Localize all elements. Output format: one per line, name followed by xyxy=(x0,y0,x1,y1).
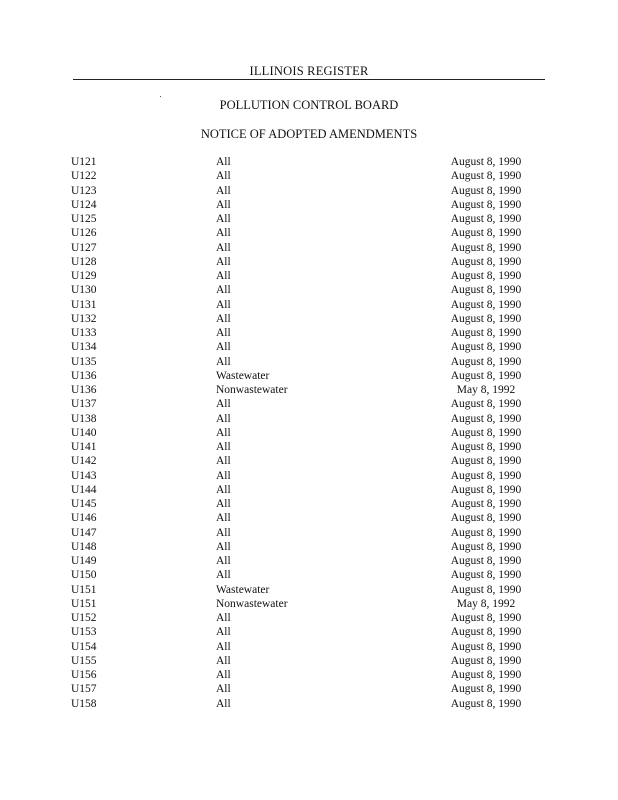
effective-date: August 8, 1990 xyxy=(450,540,522,553)
waste-code: U122 xyxy=(71,170,97,183)
table-row xyxy=(0,640,618,654)
table-row xyxy=(0,568,618,582)
effective-date: August 8, 1990 xyxy=(450,369,522,382)
waste-code: U158 xyxy=(71,697,97,710)
table-row xyxy=(0,440,618,454)
waste-scope: All xyxy=(216,412,231,425)
table-row xyxy=(0,269,618,283)
effective-date: May 8, 1992 xyxy=(456,597,516,610)
waste-scope: All xyxy=(216,441,231,453)
table-row xyxy=(0,625,618,639)
table-row xyxy=(0,412,618,426)
waste-code: U135 xyxy=(71,355,97,368)
notice-heading: NOTICE OF ADOPTED AMENDMENTS xyxy=(200,127,418,141)
waste-code: U121 xyxy=(71,156,97,168)
table-row xyxy=(0,511,618,525)
effective-date: August 8, 1990 xyxy=(450,355,522,368)
table-row xyxy=(0,426,618,440)
waste-code: U153 xyxy=(71,626,97,639)
waste-scope: All xyxy=(216,654,231,667)
waste-code: U124 xyxy=(71,198,97,211)
table-row xyxy=(0,611,618,625)
waste-scope: All xyxy=(216,284,231,297)
effective-date: August 8, 1990 xyxy=(450,255,522,268)
waste-scope: Wastewater xyxy=(216,583,270,596)
effective-date: August 8, 1990 xyxy=(450,526,522,539)
effective-date: May 8, 1992 xyxy=(456,384,516,396)
waste-scope: All xyxy=(216,683,231,696)
table-row xyxy=(0,682,618,696)
table-row xyxy=(0,155,618,169)
waste-scope: All xyxy=(216,540,231,553)
effective-date: August 8, 1990 xyxy=(450,170,522,183)
waste-scope: All xyxy=(216,569,231,582)
waste-scope: All xyxy=(216,697,231,710)
table-row xyxy=(0,169,618,183)
effective-date: August 8, 1990 xyxy=(450,156,522,168)
table-row xyxy=(0,697,618,711)
effective-date: August 8, 1990 xyxy=(450,198,522,211)
effective-date: August 8, 1990 xyxy=(450,341,522,354)
waste-code: U142 xyxy=(71,455,97,468)
table-row xyxy=(0,554,618,568)
waste-code: U123 xyxy=(71,184,97,197)
waste-code: U138 xyxy=(71,412,97,425)
waste-code: U154 xyxy=(71,640,97,653)
waste-scope: All xyxy=(216,483,231,496)
table-row xyxy=(0,340,618,354)
waste-scope: All xyxy=(216,526,231,539)
effective-date: August 8, 1990 xyxy=(450,241,522,254)
table-row xyxy=(0,184,618,198)
table-row xyxy=(0,497,618,511)
header-rule xyxy=(73,79,545,80)
waste-scope: All xyxy=(216,512,231,525)
table-row xyxy=(0,383,618,397)
waste-scope: All xyxy=(216,241,231,254)
table-row xyxy=(0,326,618,340)
waste-code: U155 xyxy=(71,654,97,667)
effective-date: August 8, 1990 xyxy=(450,583,522,596)
waste-scope: All xyxy=(216,626,231,639)
waste-code: U137 xyxy=(71,398,97,411)
effective-date: August 8, 1990 xyxy=(450,626,522,639)
register-title-text: ILLINOIS REGISTER xyxy=(246,64,371,78)
waste-code: U146 xyxy=(71,512,97,525)
waste-scope: All xyxy=(216,640,231,653)
table-row xyxy=(0,397,618,411)
agency-heading: POLLUTION CONTROL BOARD xyxy=(219,98,399,112)
register-title xyxy=(0,64,618,79)
effective-date: August 8, 1990 xyxy=(450,298,522,311)
scan-speck xyxy=(160,96,161,97)
waste-scope: All xyxy=(216,355,231,368)
table-row xyxy=(0,654,618,668)
effective-date: August 8, 1990 xyxy=(450,441,522,453)
waste-code: U130 xyxy=(71,284,97,297)
table-row xyxy=(0,540,618,554)
waste-scope: All xyxy=(216,255,231,268)
table-row xyxy=(0,226,618,240)
waste-scope: All xyxy=(216,198,231,211)
waste-code: U149 xyxy=(71,555,97,567)
waste-code: U152 xyxy=(71,612,97,624)
effective-date: August 8, 1990 xyxy=(450,284,522,297)
waste-code: U133 xyxy=(71,327,97,339)
effective-date: August 8, 1990 xyxy=(450,227,522,240)
waste-scope: All xyxy=(216,227,231,240)
effective-date: August 8, 1990 xyxy=(450,469,522,482)
waste-scope: All xyxy=(216,555,231,567)
waste-scope: All xyxy=(216,156,231,168)
waste-scope: All xyxy=(216,213,231,225)
effective-date: August 8, 1990 xyxy=(450,569,522,582)
effective-date: August 8, 1990 xyxy=(450,612,522,624)
effective-date: August 8, 1990 xyxy=(450,455,522,468)
waste-code: U150 xyxy=(71,569,97,582)
waste-code: U141 xyxy=(71,441,97,453)
table-row xyxy=(0,583,618,597)
table-row xyxy=(0,212,618,226)
waste-code: U140 xyxy=(71,426,97,439)
waste-code: U151 xyxy=(71,597,97,610)
table-row xyxy=(0,668,618,682)
waste-code: U143 xyxy=(71,469,97,482)
table-row xyxy=(0,454,618,468)
waste-code: U132 xyxy=(71,312,97,325)
waste-scope: All xyxy=(216,669,231,681)
effective-date: August 8, 1990 xyxy=(450,512,522,525)
waste-scope: All xyxy=(216,270,231,282)
effective-date: August 8, 1990 xyxy=(450,697,522,710)
waste-scope: All xyxy=(216,455,231,468)
waste-scope: All xyxy=(216,327,231,339)
waste-code: U134 xyxy=(71,341,97,354)
amendments-table xyxy=(0,155,618,711)
waste-scope: All xyxy=(216,398,231,411)
waste-scope: All xyxy=(216,612,231,624)
waste-scope: Nonwastewater xyxy=(216,597,288,610)
effective-date: August 8, 1990 xyxy=(450,654,522,667)
waste-code: U136 xyxy=(71,369,97,382)
effective-date: August 8, 1990 xyxy=(450,327,522,339)
table-row xyxy=(0,198,618,212)
waste-scope: All xyxy=(216,170,231,183)
table-row xyxy=(0,255,618,269)
effective-date: August 8, 1990 xyxy=(450,412,522,425)
effective-date: August 8, 1990 xyxy=(450,213,522,225)
waste-code: U147 xyxy=(71,526,97,539)
waste-code: U128 xyxy=(71,255,97,268)
table-row xyxy=(0,298,618,312)
effective-date: August 8, 1990 xyxy=(450,683,522,696)
table-row xyxy=(0,355,618,369)
table-row xyxy=(0,369,618,383)
waste-code: U148 xyxy=(71,540,97,553)
waste-code: U125 xyxy=(71,213,97,225)
waste-code: U157 xyxy=(71,683,97,696)
waste-code: U151 xyxy=(71,583,97,596)
waste-scope: All xyxy=(216,312,231,325)
effective-date: August 8, 1990 xyxy=(450,426,522,439)
waste-code: U131 xyxy=(71,298,97,311)
table-row xyxy=(0,241,618,255)
effective-date: August 8, 1990 xyxy=(450,270,522,282)
table-row xyxy=(0,597,618,611)
effective-date: August 8, 1990 xyxy=(450,669,522,681)
waste-code: U145 xyxy=(71,498,97,510)
effective-date: August 8, 1990 xyxy=(450,312,522,325)
waste-code: U129 xyxy=(71,270,97,282)
effective-date: August 8, 1990 xyxy=(450,640,522,653)
table-row xyxy=(0,483,618,497)
effective-date: August 8, 1990 xyxy=(450,184,522,197)
waste-code: U144 xyxy=(71,483,97,496)
waste-scope: All xyxy=(216,498,231,510)
table-row xyxy=(0,312,618,326)
waste-scope: All xyxy=(216,184,231,197)
waste-code: U126 xyxy=(71,227,97,240)
effective-date: August 8, 1990 xyxy=(450,498,522,510)
waste-scope: Nonwastewater xyxy=(216,384,288,396)
waste-scope: All xyxy=(216,469,231,482)
table-row xyxy=(0,283,618,297)
waste-scope: All xyxy=(216,341,231,354)
effective-date: August 8, 1990 xyxy=(450,483,522,496)
waste-scope: All xyxy=(216,426,231,439)
effective-date: August 8, 1990 xyxy=(450,398,522,411)
waste-scope: Wastewater xyxy=(216,369,270,382)
effective-date: August 8, 1990 xyxy=(450,555,522,567)
waste-scope: All xyxy=(216,298,231,311)
waste-code: U127 xyxy=(71,241,97,254)
waste-code: U156 xyxy=(71,669,97,681)
table-row xyxy=(0,469,618,483)
waste-code: U136 xyxy=(71,384,97,396)
table-row xyxy=(0,526,618,540)
